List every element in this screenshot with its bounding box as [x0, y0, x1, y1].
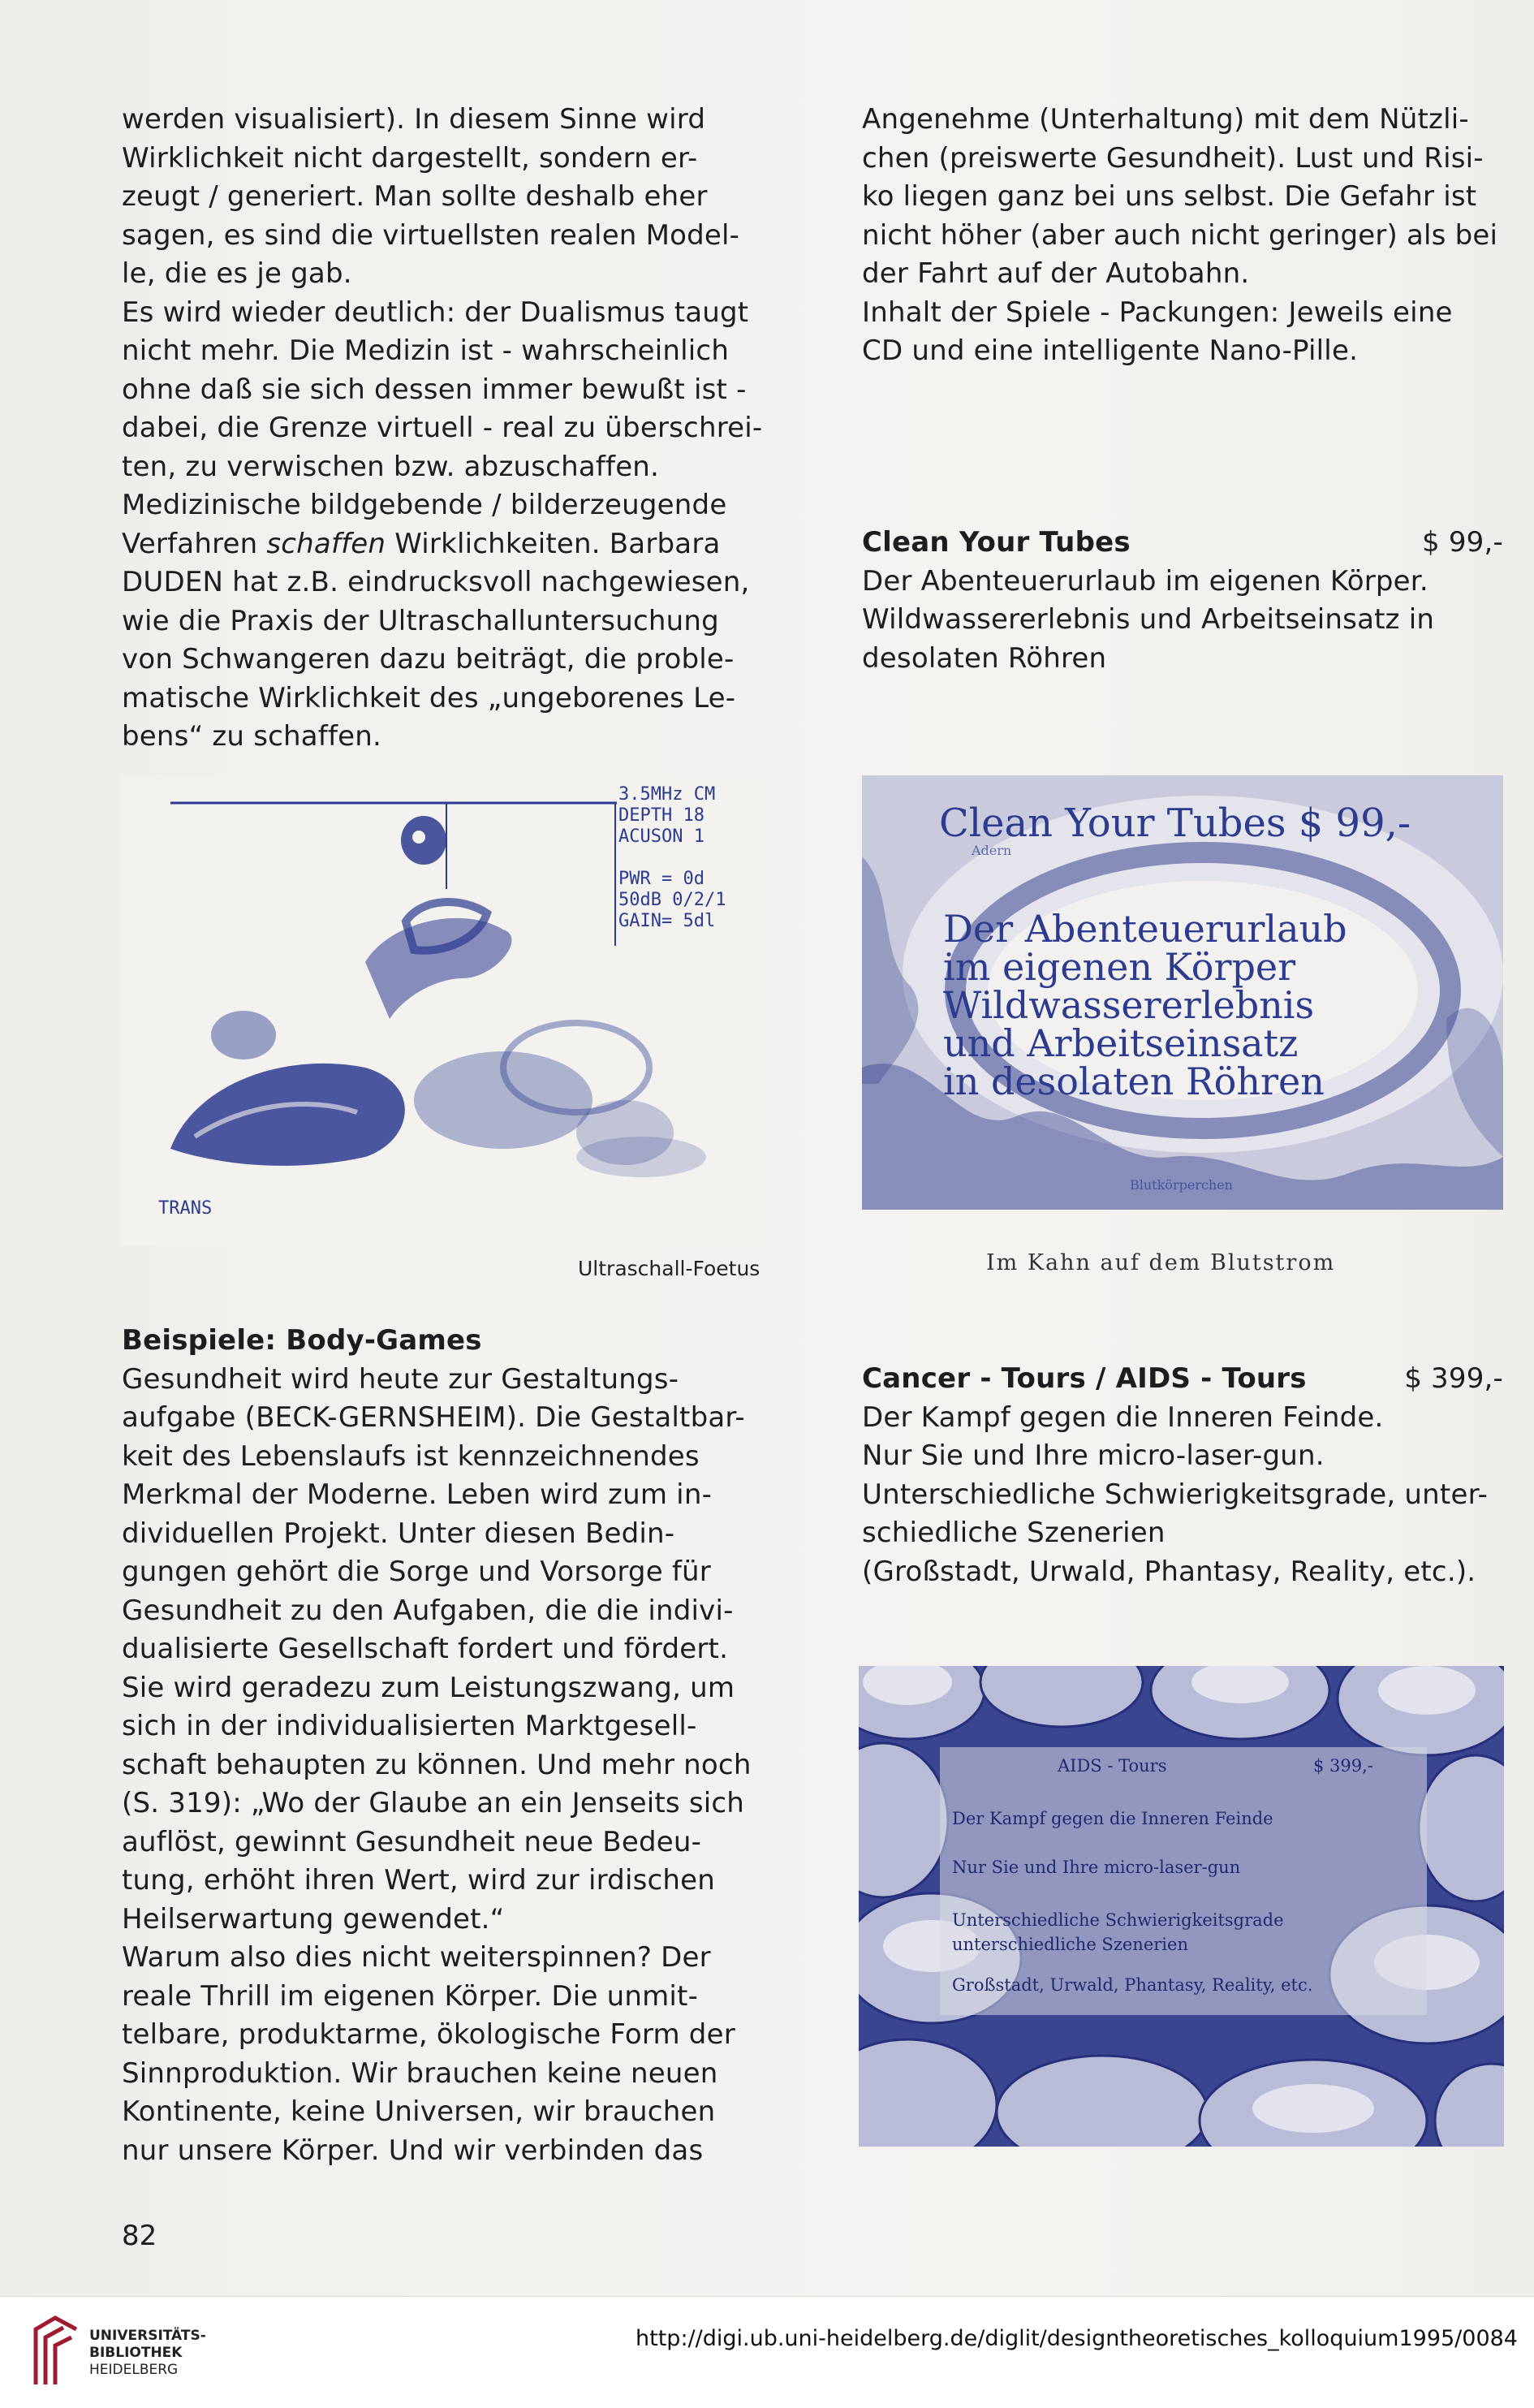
section-heading: Beispiele: Body-Games — [122, 1324, 482, 1357]
text-line: keit des Lebenslaufs ist kennzeichnendes — [122, 1439, 700, 1473]
text-line: desolaten Röhren — [862, 641, 1107, 675]
text-line: le, die es je gab. — [122, 257, 352, 290]
image-arc-label-top: Adern — [972, 843, 1012, 858]
text-line: zeugt / generiert. Man sollte deshalb eher — [122, 180, 708, 213]
text-line: CD und eine intelligente Nano-Pille. — [862, 334, 1359, 367]
image-text-line: unterschiedliche Szenerien — [952, 1935, 1188, 1954]
image-text-line: in desolaten Röhren — [943, 1059, 1325, 1103]
image-price: $ 399,- — [1313, 1756, 1373, 1776]
text-line: Warum also dies nicht weiterspinnen? Der — [122, 1941, 711, 1974]
text-line: Wirklichkeit nicht dargestellt, sondern er- — [122, 141, 698, 175]
library-footer — [0, 2296, 1534, 2408]
product-price: $ 99,- — [1422, 526, 1503, 559]
text-line: gungen gehört die Sorge und Vorsorge für — [122, 1556, 711, 1588]
image-text-line: Der Kampf gegen die Inneren Feinde — [952, 1809, 1273, 1828]
ultrasound-readout-line: GAIN= 5dl — [618, 911, 716, 931]
image-text-line: Wildwassererlebnis — [943, 983, 1315, 1027]
ultrasound-readout-line: PWR = 0d — [618, 869, 705, 889]
text-line: (S. 319): „Wo der Glaube an ein Jenseits sich — [122, 1787, 745, 1819]
logo-line: UNIVERSITÄTS- — [89, 2328, 206, 2344]
ultrasound-readout-line: ACUSON 1 — [618, 826, 705, 847]
text-line: ohne daß sie sich dessen immer bewußt ist - — [122, 373, 747, 406]
image-text-line: Der Abenteuerurlaub — [943, 907, 1347, 951]
figure-caption: Ultraschall-Foetus — [578, 1257, 761, 1280]
ultrasound-corner-label: TRANS — [158, 1198, 213, 1219]
text-line: Gesundheit zu den Aufgaben, die die indivi- — [122, 1594, 734, 1627]
image-title: Clean Your Tubes $ 99,- — [939, 801, 1411, 846]
text-line: aufgabe (BECK-GERNSHEIM). Die Gestaltbar- — [122, 1401, 745, 1434]
text-line: dualisierte Gesellschaft fordert und fördert. — [122, 1633, 729, 1665]
product-cancer-aids-tours — [862, 1360, 1503, 1591]
image-text-line: Großstadt, Urwald, Phantasy, Reality, etc. — [952, 1975, 1313, 1995]
clean-your-tubes-image — [862, 775, 1503, 1210]
text-line: Inhalt der Spiele - Packungen: Jeweils eine — [862, 296, 1453, 329]
text-line: nicht mehr. Die Medizin ist - wahrscheinlich — [122, 334, 730, 367]
text-line: werden visualisiert). In diesem Sinne wird — [122, 103, 706, 136]
image-text-line: und Arbeitseinsatz — [943, 1021, 1299, 1065]
text-line: wie die Praxis der Ultraschalluntersuchung — [122, 604, 719, 637]
text-line: Verfahren schaffen Wirklichkeiten. Barbara — [122, 527, 721, 560]
library-logo-icon — [31, 2313, 81, 2391]
product-title-row — [862, 524, 1503, 563]
text-line: tung, erhöht ihren Wert, wird zur irdischen — [122, 1864, 716, 1897]
text-line: chen (preiswerte Gesundheit). Lust und Risi- — [862, 141, 1484, 175]
text-line: Merkmal der Moderne. Leben wird zum in- — [122, 1478, 713, 1511]
text-line: sich in der individualisierten Marktgesell- — [122, 1710, 697, 1742]
text-line: schaft behaupten zu können. Und mehr noch — [122, 1748, 752, 1781]
logo-line: HEIDELBERG — [89, 2362, 179, 2378]
text-line: auflöst, gewinnt Gesundheit neue Bedeu- — [122, 1825, 702, 1858]
image-arc-label-bottom: Blutkörperchen — [1130, 1177, 1233, 1193]
text-line: Heilserwartung gewendet.“ — [122, 1902, 505, 1935]
ultrasound-readout-line: 3.5MHz CM — [618, 784, 716, 805]
image-text-line: AIDS - Tours — [1058, 1756, 1167, 1776]
text-line: nicht höher (aber auch nicht geringer) als bei — [862, 218, 1498, 252]
text-line: Kontinente, keine Universen, wir brauchen — [122, 2095, 716, 2128]
text-line: ko liegen ganz bei uns selbst. Die Gefahr ist — [862, 180, 1477, 213]
image-text-line: im eigenen Körper — [943, 945, 1296, 989]
text-line: Unterschiedliche Schwierigkeitsgrade, unter- — [862, 1478, 1489, 1511]
page-number: 82 — [122, 2220, 157, 2252]
text-line: Der Kampf gegen die Inneren Feinde. — [862, 1400, 1384, 1434]
text-line: matische Wirklichkeit des „ungeborenes Le- — [122, 681, 736, 714]
text-line: dabei, die Grenze virtuell - real zu überschrei- — [122, 412, 763, 444]
text-line: Gesundheit wird heute zur Gestaltungs- — [122, 1362, 679, 1396]
text-line: ten, zu verwischen bzw. abzuschaffen. — [122, 450, 660, 483]
text-line: Sie wird geradezu zum Leistungszwang, um — [122, 1671, 735, 1704]
ultrasound-image — [122, 775, 771, 1246]
text-line: Medizinische bildgebende / bilderzeugende — [122, 489, 727, 521]
text-line: schiedliche Szenerien — [862, 1517, 1166, 1549]
image-text-line: Nur Sie und Ihre micro-laser-gun — [952, 1858, 1241, 1877]
text-line: telbare, produktarme, ökologische Form der — [122, 2018, 735, 2051]
text-line: DUDEN hat z.B. eindrucksvoll nachgewiesen, — [122, 566, 750, 598]
logo-line: BIBLIOTHEK — [89, 2345, 183, 2361]
product-clean-your-tubes — [862, 524, 1503, 678]
text-line: von Schwangeren dazu beiträgt, die proble- — [122, 643, 735, 675]
text-line: Sinnproduktion. Wir brauchen keine neuen — [122, 2056, 718, 2090]
text-line: Es wird wieder deutlich: der Dualismus taugt — [122, 296, 749, 329]
text-line: reale Thrill im eigenen Körper. Die unmit- — [122, 1979, 699, 2013]
left-column — [122, 101, 771, 757]
emphasis-schaffen: schaffen — [266, 527, 386, 560]
product-title: Clean Your Tubes — [862, 526, 1131, 559]
right-column — [862, 101, 1503, 371]
image-text-line: Unterschiedliche Schwierigkeitsgrade — [952, 1910, 1284, 1930]
ultrasound-readout-line: DEPTH 18 — [618, 805, 705, 826]
text-line: Angenehme (Unterhaltung) mit dem Nützli- — [862, 103, 1469, 136]
product-title: Cancer - Tours / AIDS - Tours — [862, 1362, 1307, 1395]
text-line: (Großstadt, Urwald, Phantasy, Reality, etc.). — [862, 1555, 1476, 1588]
text-line: Wildwassererlebnis und Arbeitseinsatz in — [862, 603, 1435, 636]
cancer-tours-image — [859, 1666, 1504, 2147]
source-url-link[interactable]: http://digi.ub.uni-heidelberg.de/diglit/designtheoretisches_kolloquium1995/0084 — [636, 2326, 1518, 2351]
image-caption-fraktur: Im Kahn auf dem Blutstrom — [986, 1250, 1336, 1275]
text-line: nur unsere Körper. Und wir verbinden das — [122, 2134, 704, 2167]
left-column-lower — [122, 1322, 771, 2170]
text-line: Der Abenteuerurlaub im eigenen Körper. — [862, 564, 1428, 598]
text-line: bens“ zu schaffen. — [122, 720, 381, 753]
text-line: Nur Sie und Ihre micro-laser-gun. — [862, 1439, 1325, 1472]
text-line: dividuellen Projekt. Unter diesen Bedin- — [122, 1517, 675, 1550]
text-line: der Fahrt auf der Autobahn. — [862, 257, 1250, 290]
product-title-row — [862, 1360, 1503, 1399]
library-name — [89, 2328, 206, 2379]
text-line: sagen, es sind die virtuellsten realen Model- — [122, 218, 740, 252]
product-price: $ 399,- — [1404, 1362, 1503, 1395]
ultrasound-readout-line: 50dB 0/2/1 — [618, 890, 726, 910]
